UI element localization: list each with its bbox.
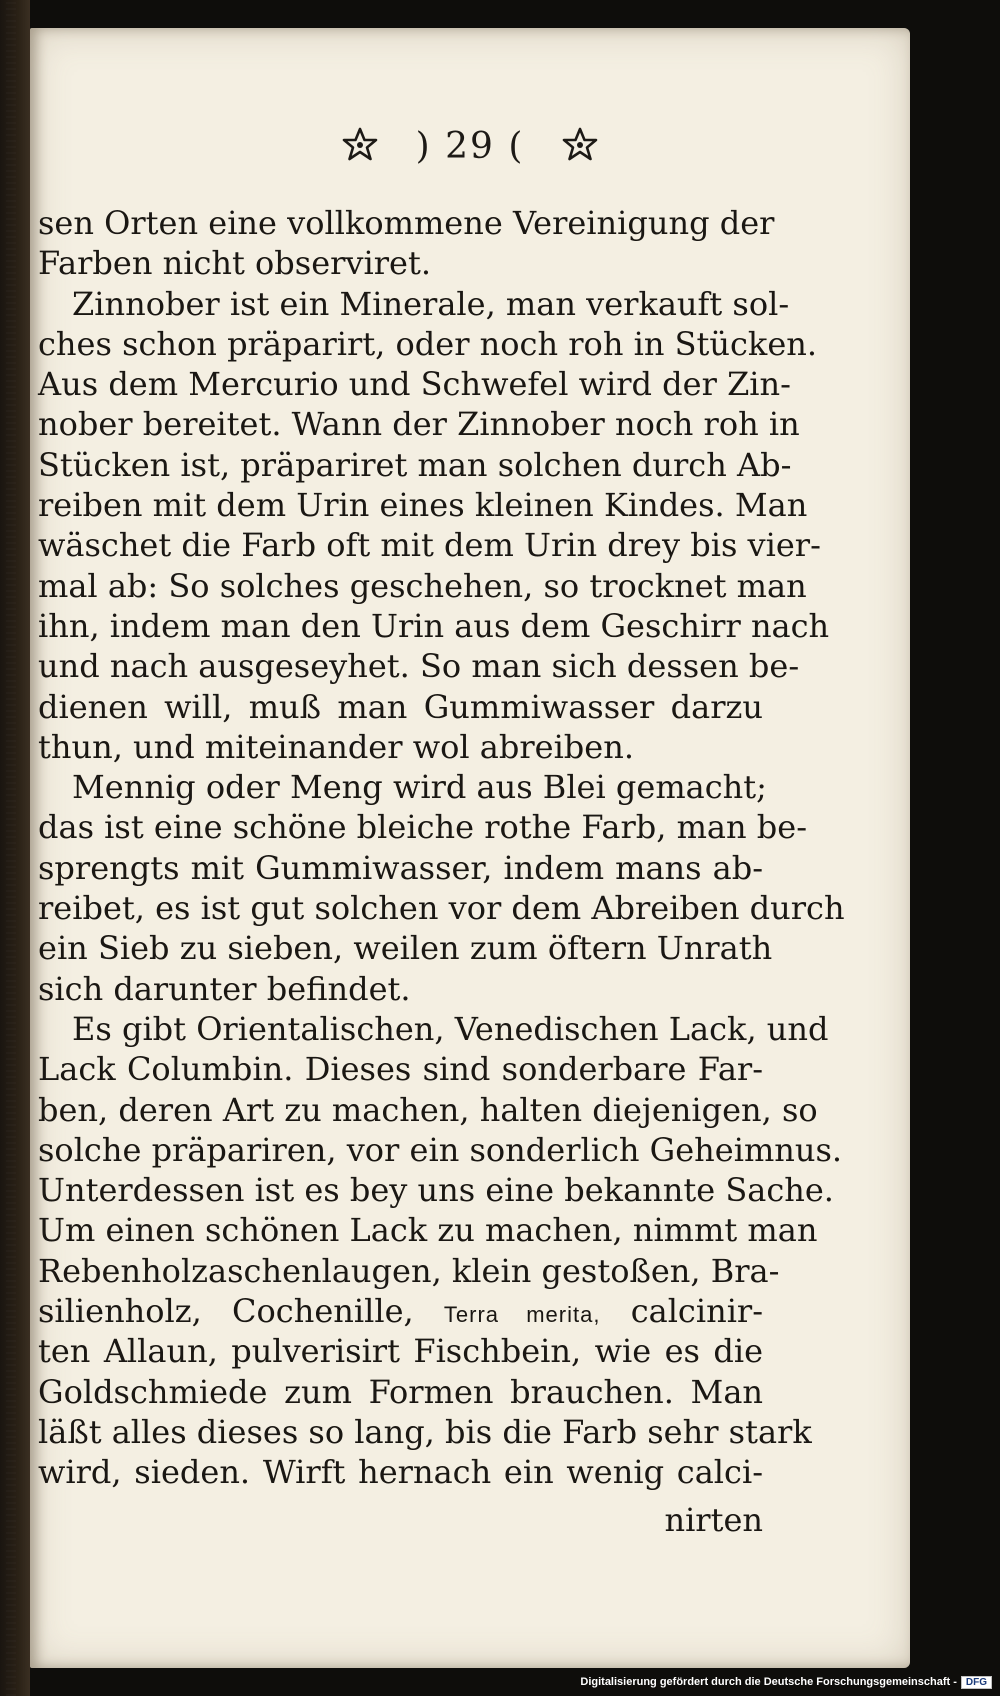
text-line: reiben mit dem Urin eines kleinen Kindes. Man [38, 486, 808, 525]
text-line: solche präpariren, vor ein sonderlich Geheimnus. [38, 1130, 843, 1169]
latin-phrase: Terra merita, [443, 1302, 601, 1328]
text-line: ben, deren Art zu machen, halten diejenigen, so [38, 1090, 818, 1129]
text-line: Lack Columbin. Dieses sind sonderbare Far- [38, 1050, 763, 1089]
text-line: Unterdessen ist es bey uns eine bekannte Sache. [38, 1171, 834, 1210]
digitization-credit [580, 1676, 992, 1694]
text-line: dienen will, muß man Gummiwasser darzu [38, 687, 763, 726]
text-line: das ist eine schöne bleiche rothe Farb, man be- [38, 808, 808, 847]
catchword: nirten [664, 1501, 763, 1539]
text-line: Goldschmiede zum Formen brauchen. Man [38, 1372, 763, 1411]
text-line-mixed [38, 1291, 763, 1331]
text-line: Es gibt Orientalischen, Venedischen Lack, und [72, 1009, 829, 1048]
text-line: Zinnober ist ein Minerale, man verkauft sol- [72, 284, 790, 323]
text-fragment: calcinir- [630, 1292, 764, 1331]
text-line: Aus dem Mercurio und Schwefel wird der Zin- [38, 365, 791, 404]
book-page [30, 28, 910, 1668]
text-line: und nach ausgeseyhet. So man sich dessen be- [38, 647, 800, 686]
credit-text: Digitalisierung gefördert durch die Deutsche Forschungsgemeinschaft - [580, 1676, 957, 1688]
text-line: sen Orten eine vollkommene Vereinigung der [38, 204, 775, 242]
text-line: mal ab: So solches geschehen, so trocknet man [38, 566, 807, 605]
page-stack-edge [6, 0, 16, 1696]
body-text [38, 203, 845, 1493]
text-line: ein Sieb zu sieben, weilen zum öftern Unrath [38, 929, 773, 968]
text-line: Mennig oder Meng wird aus Blei gemacht; [72, 768, 767, 807]
text-line: läßt alles dieses so lang, bis die Farb sehr stark [38, 1412, 812, 1451]
text-line: sich darunter befindet. [38, 969, 411, 1008]
text-line: ten Allaun, pulverisirt Fischbein, wie es die [38, 1332, 763, 1371]
dfg-logo: DFG [961, 1676, 992, 1689]
text-fragment: silienholz, Cochenille, [38, 1292, 414, 1331]
text-line: Rebenholzaschenlaugen, klein gestoßen, Bra- [38, 1251, 780, 1290]
text-line: thun, und miteinander wol abreiben. [38, 727, 634, 766]
star-ornament-icon [560, 126, 600, 166]
text-line: ihn, indem man den Urin aus dem Geschirr nach [38, 606, 830, 645]
text-line: Um einen schönen Lack zu machen, nimmt man [38, 1211, 818, 1250]
text-line: Stücken ist, präpariret man solchen durch Ab- [38, 445, 792, 484]
text-line: Farben nicht observiret. [38, 244, 431, 283]
book-cover-edge [0, 0, 30, 1696]
text-line: reibet, es ist gut solchen vor dem Abreiben durch [38, 889, 845, 928]
star-ornament-icon [340, 126, 380, 166]
text-line: sprengts mit Gummiwasser, indem mans ab- [38, 848, 763, 887]
text-line: ches schon präparirt, oder noch roh in Stücken. [38, 324, 818, 363]
page-header [30, 123, 910, 173]
text-line: nober bereitet. Wann der Zinnober noch roh in [38, 405, 800, 444]
text-line: wäschet die Farb oft mit dem Urin drey bis vier- [38, 526, 821, 565]
text-line: wird, sieden. Wirft hernach ein wenig calci- [38, 1453, 763, 1492]
page-number: ) 29 ( [415, 125, 525, 167]
